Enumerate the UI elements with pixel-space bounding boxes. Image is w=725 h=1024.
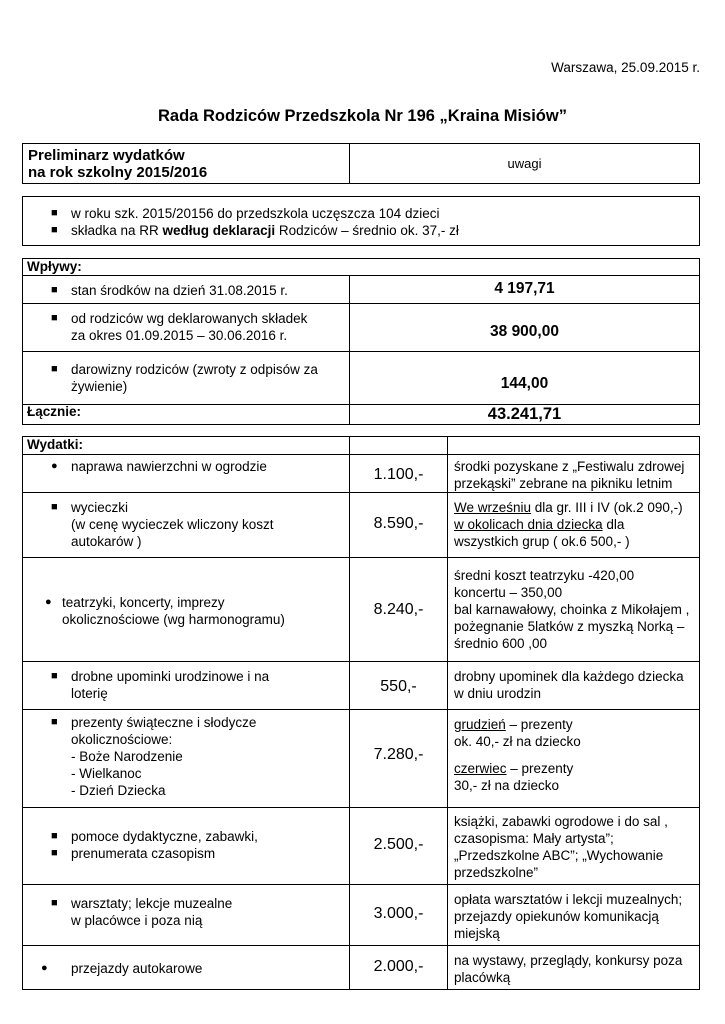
expense-label: naprawa nawierzchni w ogrodzie [71, 459, 267, 474]
budget-heading-line1: Preliminarz wydatków [28, 147, 185, 164]
income-row [23, 351, 699, 404]
income-value: 38 900,00 [490, 323, 559, 340]
income-value: 144,00 [500, 375, 549, 392]
info-item [51, 222, 699, 239]
expense-label: pomoce dydaktyczne, zabawki, [71, 829, 258, 844]
expenses-heading-row [23, 437, 699, 454]
income-heading-row [23, 259, 699, 275]
expense-notes: drobny upominek dla każdego dziecka w dniu urodzin [454, 669, 684, 701]
square-bullet-icon: ■ [51, 716, 58, 728]
square-bullet-icon: ■ [51, 830, 58, 842]
expense-row [23, 945, 699, 990]
income-row [23, 275, 699, 303]
notes-column-header: uwagi [507, 156, 542, 171]
document-date: Warszawa, 25.09.2015 r. [551, 60, 700, 75]
expense-amount: 2.000,- [350, 946, 448, 990]
expense-label: prezenty świąteczne i słodycze okolicznościowe: - Boże Narodzenie - Wielkanoc - Dzień Dziecka [71, 715, 257, 798]
income-label: stan środków na dzień 31.08.2015 r. [71, 283, 288, 298]
square-bullet-icon: ■ [51, 363, 58, 375]
expense-label: teatrzyki, koncerty, imprezy okolicznościowe (wg harmonogramu) [62, 595, 285, 627]
expense-row [23, 709, 699, 807]
income-label: darowizny rodziców (zwroty z odpisów za żywienie) [71, 362, 318, 394]
expense-label: przejazdy autokarowe [71, 961, 203, 976]
income-value: 4 197,71 [494, 280, 555, 297]
expense-row [23, 454, 699, 492]
square-bullet-icon: ■ [51, 207, 58, 219]
expense-amount: 7.280,- [350, 710, 448, 807]
square-bullet-icon: ■ [51, 501, 58, 513]
income-heading: Wpływy: [27, 259, 82, 274]
round-bullet-icon: ● [45, 596, 52, 608]
square-bullet-icon: ■ [51, 670, 58, 682]
income-label: od rodziców wg deklarowanych składek za okres 01.09.2015 – 30.06.2016 r. [71, 311, 308, 343]
expense-label: wycieczki (w cenę wycieczek wliczony koszt autokarów ) [71, 500, 274, 549]
budget-header-table [22, 143, 700, 184]
expense-amount: 1.100,- [350, 455, 448, 492]
info-item [51, 205, 699, 222]
info-text-part: składka na RR [71, 223, 163, 238]
expense-notes: średni koszt teatrzyku -420,00 koncertu – 350,00 bal karnawałowy, choinka z Mikołajem , pożegnanie 5latków z myszką Norką – średnio 600 ,00 [454, 568, 690, 651]
income-table [22, 258, 700, 425]
expenses-heading: Wydatki: [23, 437, 350, 454]
square-bullet-icon: ■ [51, 847, 58, 859]
income-total-label: Łącznie: [23, 405, 350, 425]
income-row [23, 303, 699, 351]
expense-amount: 3.000,- [350, 885, 448, 945]
square-bullet-icon: ■ [51, 224, 58, 236]
expense-notes: książki, zabawki ogrodowe i do sal , czasopisma: Mały artysta”; „Przedszkolne ABC”; „Wychowanie przedszkolne” [454, 814, 668, 880]
expense-amount: 8.590,- [350, 493, 448, 557]
square-bullet-icon: ■ [51, 284, 58, 296]
income-total-value: 43.241,71 [487, 405, 562, 423]
info-item-text: w roku szk. 2015/20156 do przedszkola uczęszcza 104 dzieci [71, 206, 440, 221]
expense-notes: We wrześniu dla gr. III i IV (ok.2 090,-) w okolicach dnia dziecka dla wszystkich grup ( ok.6 500,- ) [454, 500, 683, 549]
expense-row [23, 557, 699, 661]
info-text-bold: według deklaracji [162, 223, 276, 238]
expense-notes: na wystawy, przeglądy, konkursy poza placówką [454, 953, 683, 985]
income-total-row [23, 404, 699, 425]
expense-row [23, 807, 699, 884]
expense-notes: środki pozyskane z „Festiwalu zdrowej przekąski” zebrane na pikniku letnim [454, 459, 685, 491]
expense-amount: 550,- [350, 662, 448, 709]
expense-amount: 2.500,- [350, 808, 448, 884]
info-item-text [71, 222, 459, 239]
square-bullet-icon: ■ [51, 897, 58, 909]
expense-notes: opłata warsztatów i lekcji muzealnych; przejazdy opiekunów komunikacją miejską [454, 892, 683, 941]
expense-label: drobne upominki urodzinowe i na loterię [71, 669, 270, 701]
expense-amount: 8.240,- [350, 558, 448, 661]
expense-row [23, 661, 699, 709]
expense-label: warsztaty; lekcje muzealne w placówce i poza nią [71, 896, 233, 928]
round-bullet-icon: ● [51, 460, 58, 472]
info-box [22, 196, 700, 246]
round-bullet-icon: ● [41, 962, 48, 974]
expense-row [23, 492, 699, 557]
budget-heading-line2: na rok szkolny 2015/2016 [28, 164, 208, 181]
info-text-part: Rodziców – średnio ok. 37,- zł [275, 223, 459, 238]
expense-notes: grudzień – prezenty ok. 40,- zł na dziecko czerwiec – prezenty 30,- zł na dziecko [454, 717, 581, 793]
document-title: Rada Rodziców Przedszkola Nr 196 „Kraina Misiów” [158, 107, 567, 125]
expense-label: prenumerata czasopism [71, 846, 216, 861]
budget-heading [23, 144, 350, 183]
expense-row [23, 884, 699, 945]
square-bullet-icon: ■ [51, 312, 58, 324]
expenses-table [22, 436, 700, 990]
